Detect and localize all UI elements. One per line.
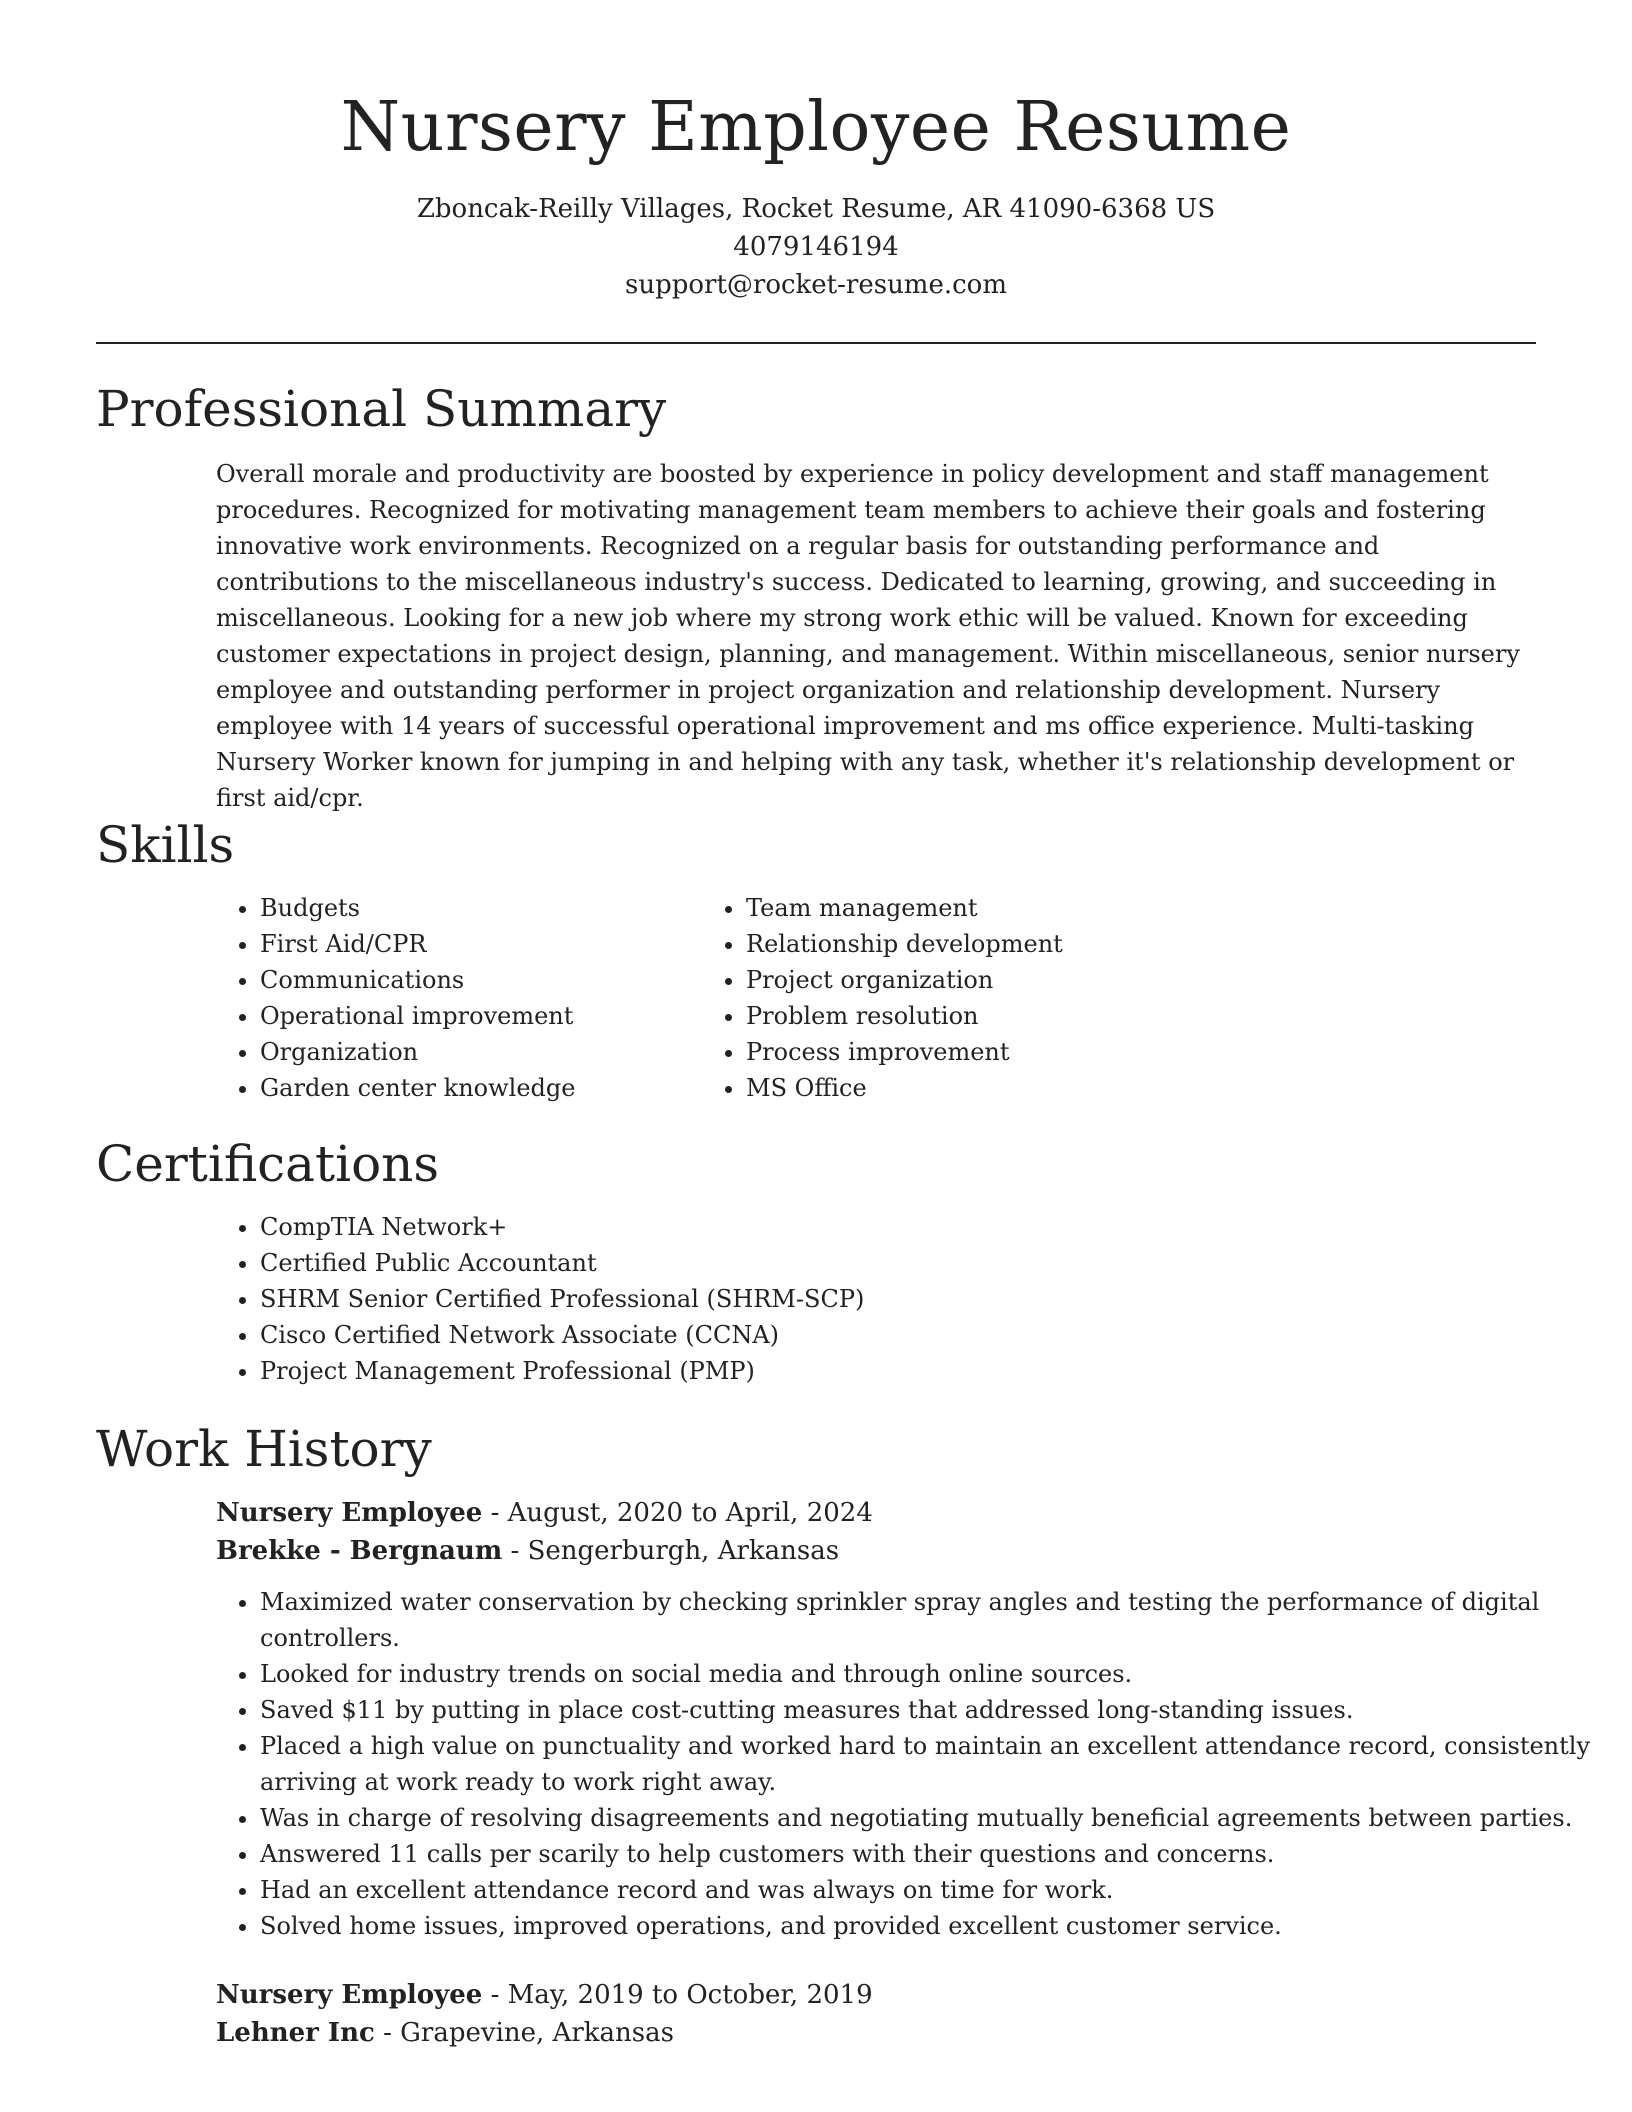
certifications-section (96, 1133, 1536, 1389)
list-item: • Placed a high value on punctuality and worked hard to maintain an excellent attendance record, consistently arriving at work ready to work right away. (260, 1728, 1600, 1800)
list-item: • Maximized water conservation by checking sprinkler spray angles and testing the performance of digital controllers. (260, 1584, 1600, 1656)
list-item: • First Aid/CPR (260, 926, 746, 962)
list-item: • Process improvement (746, 1034, 1346, 1070)
list-item: • Project Management Professional (PMP) (260, 1353, 1536, 1389)
job-entry (96, 1494, 1591, 1944)
separator: - (490, 1498, 508, 1528)
work-history-heading: Work History (96, 1420, 432, 1478)
list-item: • Organization (260, 1034, 746, 1070)
job-title: Nursery Employee (216, 1980, 483, 2010)
list-item: • Operational improvement (260, 998, 746, 1034)
list-item: • Had an excellent attendance record and was always on time for work. (260, 1872, 1600, 1908)
list-item: • MS Office (746, 1070, 1346, 1106)
job-title-line (216, 1976, 1536, 2014)
list-item: • Cisco Certified Network Associate (CCNA) (260, 1317, 1536, 1353)
email: support@rocket-resume.com (624, 270, 1007, 300)
list-item: • Certified Public Accountant (260, 1245, 1536, 1281)
job-company: Lehner Inc (216, 2018, 375, 2048)
resume-title: Nursery Employee Resume (340, 88, 1292, 167)
list-item: • Solved home issues, improved operations, and provided excellent customer service. (260, 1908, 1600, 1944)
list-item: • Saved $11 by putting in place cost-cutting measures that addressed long-standing issues. (260, 1692, 1600, 1728)
job-company-line (216, 1532, 1536, 1570)
summary-text: Overall morale and productivity are boosted by experience in policy development and staff management procedures. Recognized for motivating management team members to achieve their goals and fostering innovative work environments. Recognized on a regular basis for outstanding performance and contributions to the miscellaneous industry's success. Dedicated to learning, growing, and succeeding in miscellaneous. Looking for a new job where my strong work ethic will be valued. Known for exceeding customer expectations in project design, planning, and management. Within miscellaneous, senior nursery employee and outstanding performer in project organization and relationship development. Nursery employee with 14 years of successful operational improvement and ms office experience. Multi-tasking Nursery Worker known for jumping in and helping with any task, whether it's relationship development or first aid/cpr. (216, 460, 1520, 812)
summary-section (96, 378, 1536, 816)
job-location: Sengerburgh, Arkansas (527, 1536, 840, 1566)
list-item: • CompTIA Network+ (260, 1209, 1536, 1245)
list-item: • Project organization (746, 962, 1346, 998)
certifications-heading: Certifications (96, 1135, 440, 1193)
certifications-list (96, 1209, 1536, 1389)
skills-heading: Skills (96, 816, 235, 874)
list-item: • Looked for industry trends on social media and through online sources. (260, 1656, 1600, 1692)
list-item: • Garden center knowledge (260, 1070, 746, 1106)
resume-header (0, 0, 1632, 304)
job-title-line (216, 1494, 1536, 1532)
separator: - (490, 1980, 508, 2010)
list-item: • Relationship development (746, 926, 1346, 962)
list-item: • SHRM Senior Certified Professional (SHRM-SCP) (260, 1281, 1536, 1317)
phone: 4079146194 (733, 232, 899, 262)
summary-heading: Professional Summary (96, 380, 667, 438)
skills-section (96, 814, 1536, 1106)
list-item: • Communications (260, 962, 746, 998)
job-title: Nursery Employee (216, 1498, 483, 1528)
separator: - (383, 2018, 401, 2048)
list-item: • Problem resolution (746, 998, 1346, 1034)
job-duties-list (96, 1584, 1600, 1944)
job-entry (96, 1976, 1536, 2052)
list-item: • Team management (746, 890, 1346, 926)
job-dates: August, 2020 to April, 2024 (507, 1498, 873, 1528)
job-company: Brekke - Bergnaum (216, 1536, 503, 1566)
job-dates: May, 2019 to October, 2019 (507, 1980, 873, 2010)
list-item: • Answered 11 calls per scarily to help customers with their questions and concerns. (260, 1836, 1600, 1872)
skills-columns (96, 890, 1536, 1106)
list-item: • Budgets (260, 890, 746, 926)
job-company-line (216, 2014, 1536, 2052)
work-history-section (96, 1418, 1591, 2052)
address: Zboncak-Reilly Villages, Rocket Resume, AR 41090-6368 US (416, 194, 1216, 224)
job-location: Grapevine, Arkansas (400, 2018, 674, 2048)
skills-list-right (582, 890, 1346, 1106)
list-item: • Was in charge of resolving disagreements and negotiating mutually beneficial agreements between parties. (260, 1800, 1600, 1836)
separator: - (510, 1536, 528, 1566)
header-divider (96, 342, 1536, 344)
